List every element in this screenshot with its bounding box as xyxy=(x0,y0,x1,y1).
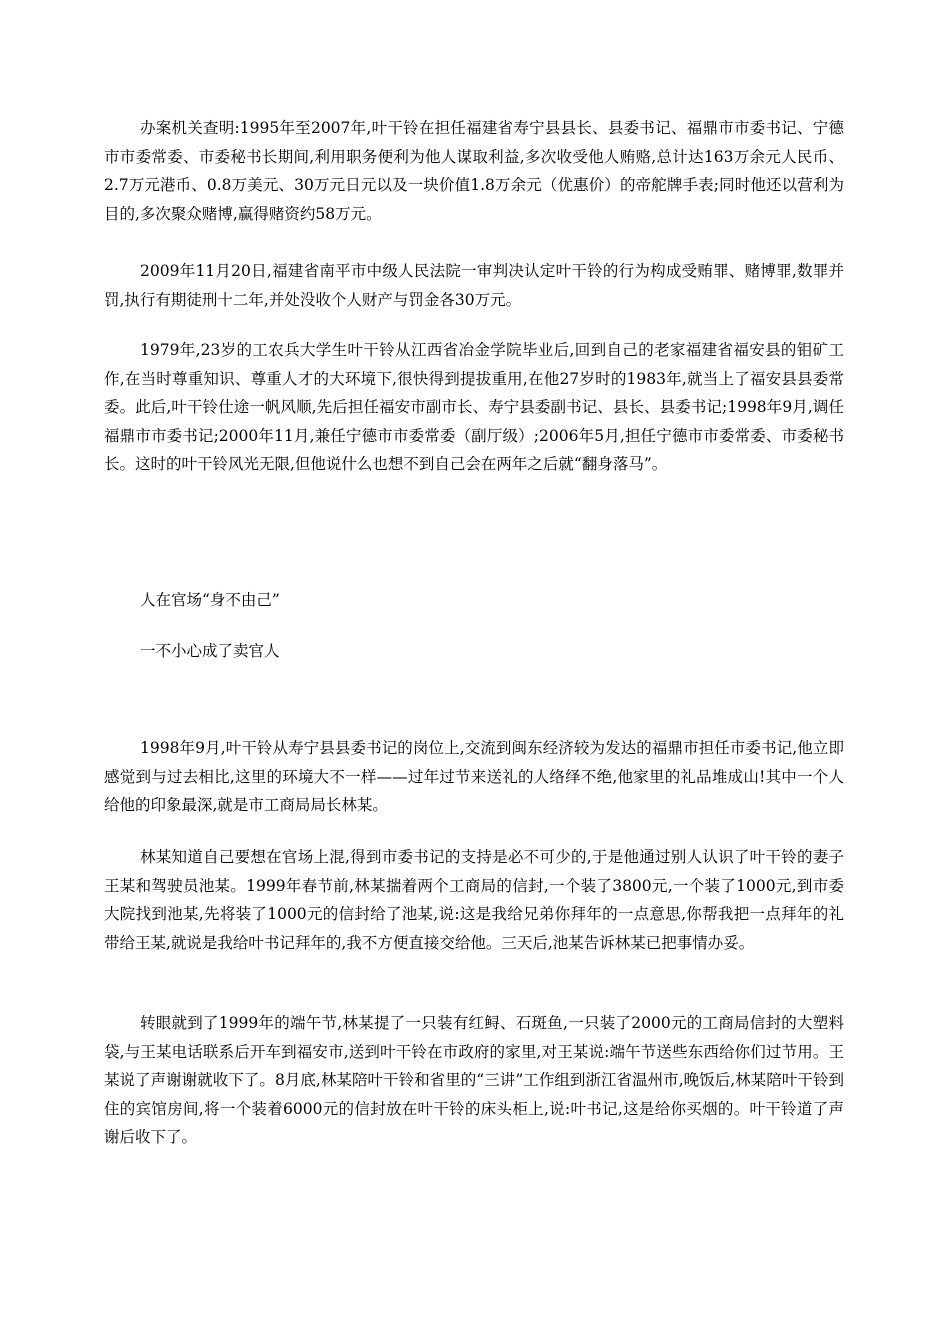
paragraph-spring-festival-bribe: 林某知道自己要想在官场上混,得到市委书记的支持是必不可少的,于是他通过别人认识了叶干铃的妻子王某和驾驶员池某。1999年春节前,林某揣着两个工商局的信封,一个装了3800元,一个装了1000元,到市委大院找到池某,先将装了1000元的信封给了池某,说:这是我给兄弟你拜年的一点意思,你帮我把一点拜年的礼带给王某,就说是我给叶书记拜年的,我不方便直接交给他。三天后,池某告诉林某已把事情办妥。 xyxy=(104,848,844,952)
paragraph-court-verdict: 2009年11月20日,福建省南平市中级人民法院一审判决认定叶干铃的行为构成受贿罪、赌博罪,数罪并罚,执行有期徒刑十二年,并处没收个人财产与罚金各30万元。 xyxy=(104,262,844,309)
paragraph-investigation-findings: 办案机关查明:1995年至2007年,叶干铃在担任福建省寿宁县县长、县委书记、福鼎市市委书记、宁德市市委常委、市委秘书长期间,利用职务便利为他人谋取利益,多次收受他人贿赂,总计达163万余元人民币、2.7万元港币、0.8万美元、30万元日元以及一块价值1.8万余元（优惠价）的帝舵牌手表;同时他还以营利为目的,多次聚众赌博,赢得赌资约58万元。 xyxy=(104,119,844,223)
section-heading-2: 一不小心成了卖官人 xyxy=(140,642,280,660)
paragraph-dragon-boat-bribe: 转眼就到了1999年的端午节,林某提了一只装有红鲟、石斑鱼,一只装了2000元的工商局信封的大塑料袋,与王某电话联系后开车到福安市,送到叶干铃在市政府的家里,对王某说:端午节送些东西给你们过节用。王某说了声谢谢就收下了。8月底,林某陪叶干铃和省里的“三讲”工作组到浙江省温州市,晚饭后,林某陪叶干铃到住的宾馆房间,将一个装着6000元的信封放在叶干铃的床头柜上,说:叶书记,这是给你买烟的。叶干铃道了声谢后收下了。 xyxy=(104,1014,844,1146)
paragraph-fuding-appointment: 1998年9月,叶干铃从寿宁县县委书记的岗位上,交流到闽东经济较为发达的福鼎市担任市委书记,他立即感觉到与过去相比,这里的环境大不一样——过年过节来送礼的人络绎不绝,他家里的礼品堆成山!其中一个人给他的印象最深,就是市工商局局长林某。 xyxy=(104,739,844,814)
section-heading-1: 人在官场“身不由己” xyxy=(140,591,280,609)
paragraph-career-history: 1979年,23岁的工农兵大学生叶干铃从江西省冶金学院毕业后,回到自己的老家福建省福安县的钼矿工作,在当时尊重知识、尊重人才的大环境下,很快得到提拔重用,在他27岁时的1983年,就当上了福安县县委常委。此后,叶干铃仕途一帆风顺,先后担任福安市副市长、寿宁县委副书记、县长、县委书记;1998年9月,调任福鼎市市委书记;2000年11月,兼任宁德市市委常委（副厅级）;2006年5月,担任宁德市市委常委、市委秘书长。这时的叶干铃风光无限,但他说什么也想不到自己会在两年之后就“翻身落马”。 xyxy=(104,341,844,473)
